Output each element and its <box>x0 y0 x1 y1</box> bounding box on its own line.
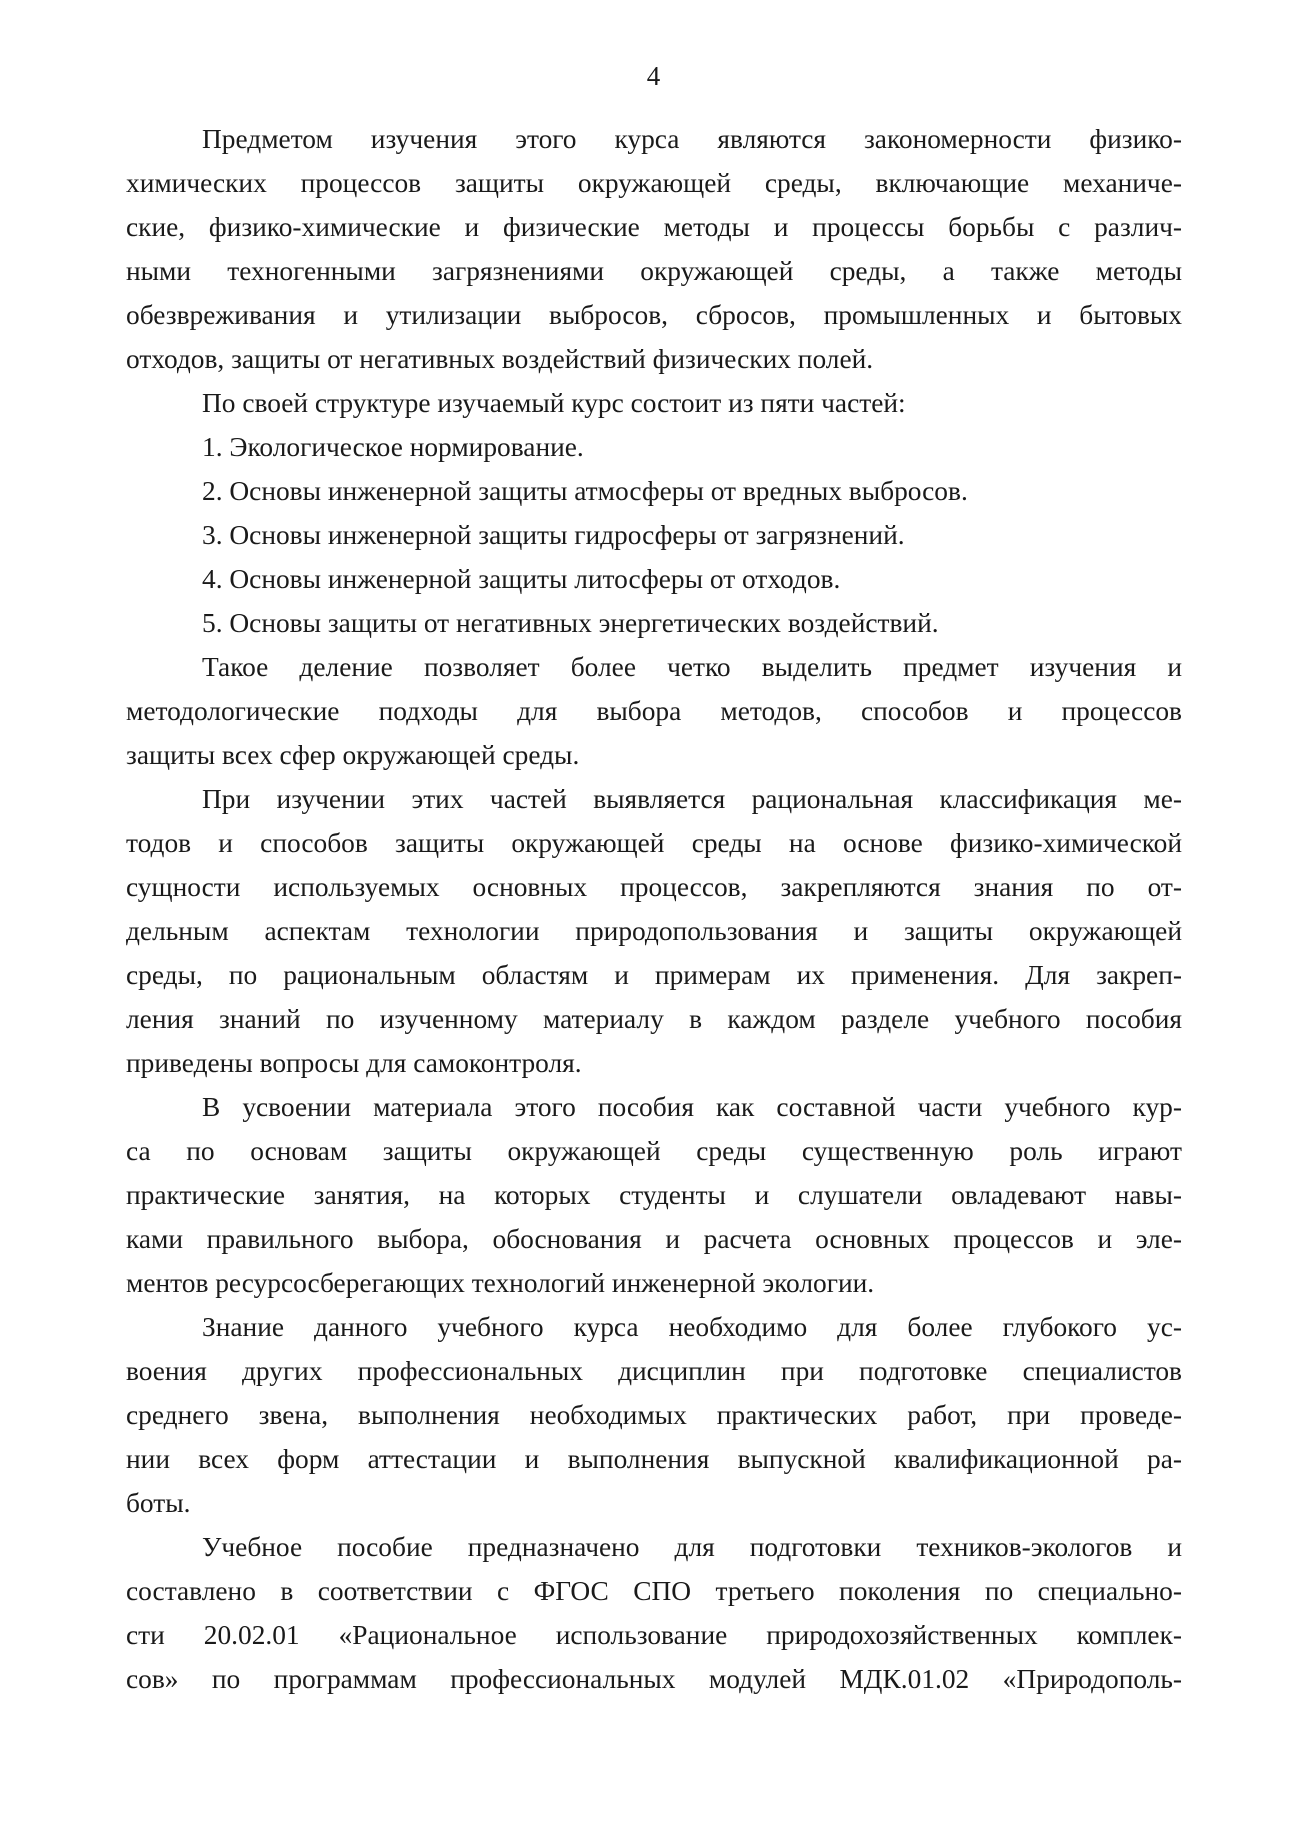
paragraph-knowledge <box>126 1305 1182 1525</box>
paragraph-structure-intro <box>126 381 1182 425</box>
text-line: тодов и способов защиты окружающей среды на основе физико-химической <box>126 828 1182 858</box>
text-line: ками правильного выбора, обоснования и расчета основных процессов и эле- <box>126 1224 1182 1254</box>
text-line: Такое деление позволяет более четко выделить предмет изучения и <box>202 652 1182 682</box>
list-item: 4. Основы инженерной защиты литосферы от отходов. <box>202 564 841 594</box>
text-line: дельным аспектам технологии природопользования и защиты окружающей <box>126 916 1182 946</box>
text-line: ными техногенными загрязнениями окружающей среды, а также методы <box>126 256 1182 286</box>
text-line: боты. <box>126 1488 191 1518</box>
paragraph-practical <box>126 1085 1182 1305</box>
text-line: защиты всех сфер окружающей среды. <box>126 740 580 770</box>
text-line: ментов ресурсосберегающих технологий инженерной экологии. <box>126 1268 875 1298</box>
text-line: При изучении этих частей выявляется рациональная классификация ме- <box>202 784 1182 814</box>
list-item: 5. Основы защиты от негативных энергетических воздействий. <box>202 608 939 638</box>
text-line: ские, физико-химические и физические методы и процессы борьбы с различ- <box>126 212 1182 242</box>
text-line: По своей структуре изучаемый курс состоит из пяти частей: <box>202 388 906 418</box>
text-line: са по основам защиты окружающей среды существенную роль играют <box>126 1136 1182 1166</box>
text-line: Учебное пособие предназначено для подготовки техников-экологов и <box>202 1532 1182 1562</box>
text-line: методологические подходы для выбора методов, способов и процессов <box>126 696 1182 726</box>
text-line: практические занятия, на которых студенты и слушатели овладевают навы- <box>126 1180 1182 1210</box>
course-parts-list <box>126 425 1182 645</box>
text-line: Предметом изучения этого курса являются закономерности физико- <box>202 124 1182 154</box>
text-line: среды, по рациональным областям и примерам их применения. Для закреп- <box>126 960 1182 990</box>
text-line: сущности используемых основных процессов, закрепляются знания по от- <box>126 872 1182 902</box>
text-line: Знание данного учебного курса необходимо для более глубокого ус- <box>202 1312 1182 1342</box>
text-line: ления знаний по изученному материалу в каждом разделе учебного пособия <box>126 1004 1182 1034</box>
paragraph-purpose <box>126 1525 1182 1701</box>
text-line: воения других профессиональных дисциплин при подготовке специалистов <box>126 1356 1182 1386</box>
list-item: 3. Основы инженерной защиты гидросферы от загрязнений. <box>202 520 905 550</box>
text-line: нии всех форм аттестации и выполнения выпускной квалификационной ра- <box>126 1444 1182 1474</box>
text-line: приведены вопросы для самоконтроля. <box>126 1048 582 1078</box>
page-body <box>126 117 1182 1701</box>
text-line: сти 20.02.01 «Рациональное использование природохозяйственных комплек- <box>126 1620 1182 1650</box>
paragraph-classification <box>126 777 1182 1085</box>
list-item: 2. Основы инженерной защиты атмосферы от вредных выбросов. <box>202 476 968 506</box>
text-line: сов» по программам профессиональных модулей МДК.01.02 «Природополь- <box>126 1664 1182 1694</box>
paragraph-division <box>126 645 1182 777</box>
text-line: химических процессов защиты окружающей среды, включающие механиче- <box>126 168 1182 198</box>
list-item: 1. Экологическое нормирование. <box>202 432 584 462</box>
text-line: отходов, защиты от негативных воздействий физических полей. <box>126 344 874 374</box>
page-number: 4 <box>646 61 661 91</box>
text-line: составлено в соответствии с ФГОС СПО третьего поколения по специально- <box>126 1576 1182 1606</box>
text-line: обезвреживания и утилизации выбросов, сбросов, промышленных и бытовых <box>126 300 1182 330</box>
paragraph-subject <box>126 117 1182 381</box>
text-line: В усвоении материала этого пособия как составной части учебного кур- <box>202 1092 1182 1122</box>
text-line: среднего звена, выполнения необходимых практических работ, при проведе- <box>126 1400 1182 1430</box>
